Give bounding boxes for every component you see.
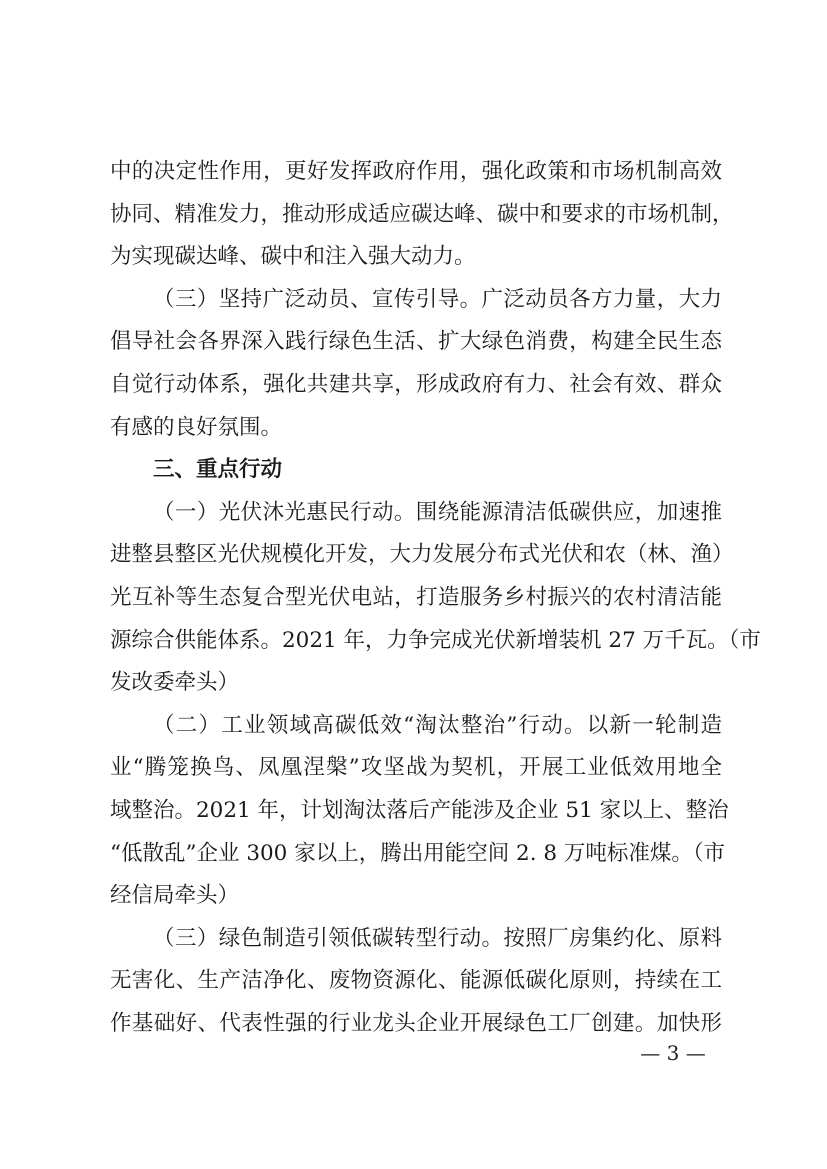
- text-line: “低散乱”企业 300 家以上，腾出用能空间 2. 8 万吨标准煤。（市: [110, 840, 726, 866]
- text-line: 光互补等生态复合型光伏电站，打造服务乡村振兴的农村清洁能: [110, 584, 722, 610]
- text-line: 自觉行动体系，强化共建共享，形成政府有力、社会有效、群众: [110, 371, 722, 397]
- text-line: 为实现碳达峰、碳中和注入强大动力。: [110, 244, 476, 270]
- text-line: 倡导社会各界深入践行绿色生活、扩大绿色消费，构建全民生态: [110, 329, 722, 355]
- text-line: （二）工业领域高碳低效“淘汰整治”行动。以新一轮制造: [153, 712, 722, 738]
- text-line: 进整县整区光伏规模化开发，大力发展分布式光伏和农（林、渔）: [110, 542, 734, 568]
- text-line: 经信局牵头）: [110, 883, 240, 909]
- text-line: （一）光伏沐光惠民行动。围绕能源清洁低碳供应，加速推: [153, 499, 722, 525]
- text-line: 业“腾笼换鸟、凤凰涅槃”攻坚战为契机，开展工业低效用地全: [110, 755, 722, 781]
- text-line: 协同、精准发力，推动形成适应碳达峰、碳中和要求的市场机制，: [110, 201, 734, 227]
- text-line: （三）坚持广泛动员、宣传引导。广泛动员各方力量，大力: [153, 286, 722, 312]
- text-line: 有感的良好氛围。: [110, 414, 283, 440]
- text-line: 源综合供能体系。2021 年，力争完成光伏新增装机 27 万千瓦。（市: [110, 627, 761, 653]
- body-text: [110, 151, 761, 1045]
- text-line: 发改委牵头）: [110, 670, 240, 696]
- text-line: 作基础好、代表性强的行业龙头企业开展绿色工厂创建。加快形: [110, 1010, 722, 1036]
- text-line: 中的决定性作用，更好发挥政府作用，强化政策和市场机制高效: [110, 159, 722, 184]
- text-line: （三）绿色制造引领低碳转型行动。按照厂房集约化、原料: [153, 925, 722, 951]
- section-heading: 三、重点行动: [153, 457, 283, 483]
- text-line: 域整治。2021 年，计划淘汰落后产能涉及企业 51 家以上、整治: [110, 797, 729, 823]
- page-number: — 3 —: [640, 1041, 706, 1065]
- text-line: 无害化、生产洁净化、废物资源化、能源低碳化原则，持续在工: [110, 968, 722, 994]
